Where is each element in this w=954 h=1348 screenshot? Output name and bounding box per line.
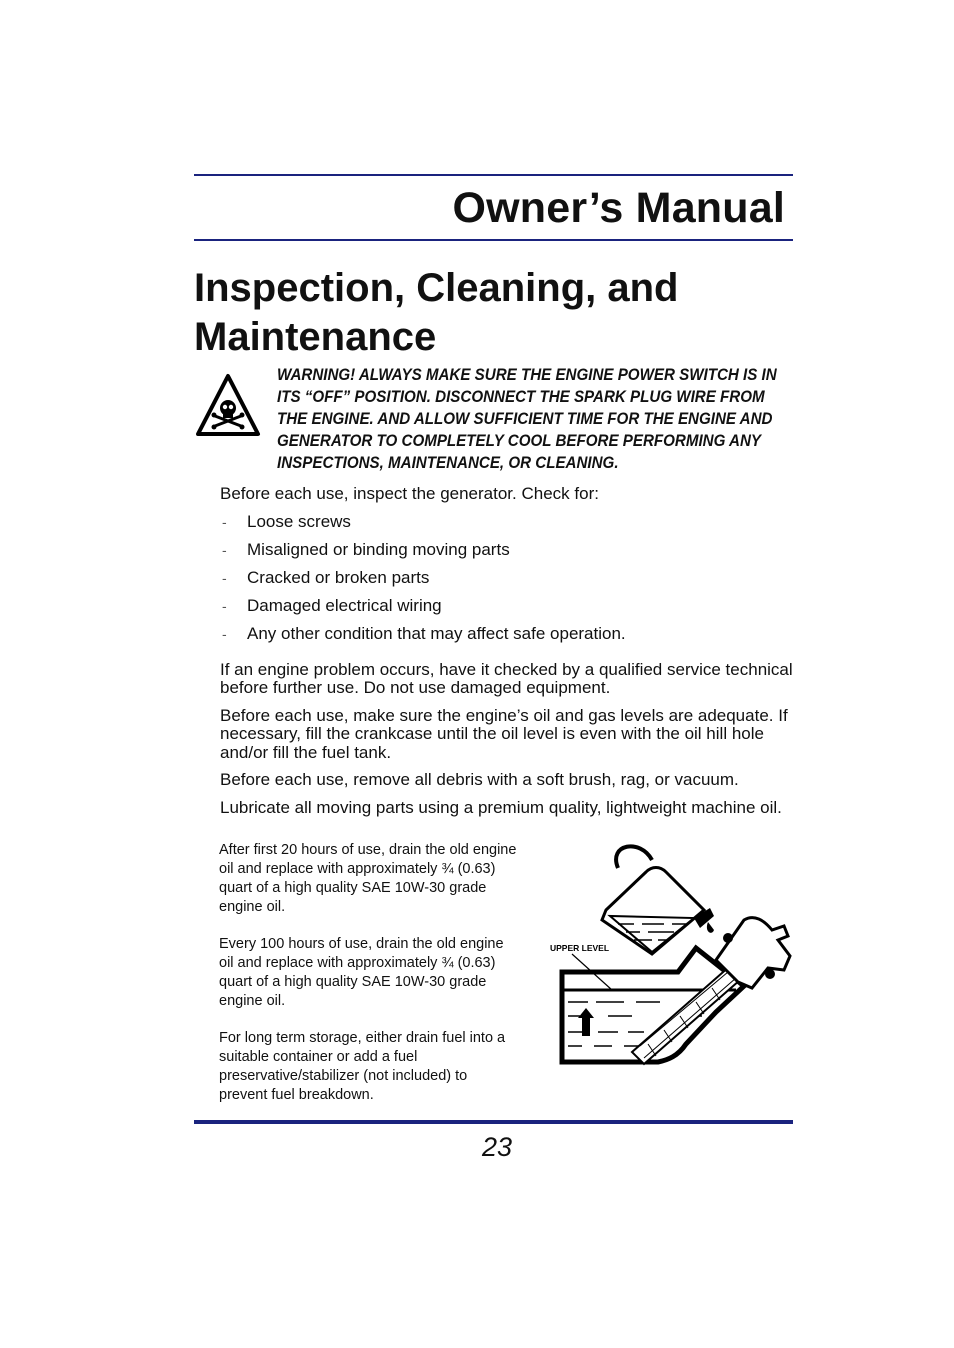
engine-problem-paragraph: If an engine problem occurs, have it checked by a qualified service technical before further use. Do not use damaged equipment. <box>220 659 793 697</box>
list-item: - Loose screws <box>220 512 800 540</box>
list-item: - Misaligned or binding moving parts <box>220 540 800 568</box>
header-rule-bottom <box>194 239 793 241</box>
inspection-checklist <box>220 512 800 652</box>
oil-gas-level-paragraph: Before each use, make sure the engine’s oil and gas levels are adequate. If necessary, fill the crankcase until the oil level is even with the oil hill hole and/or fill the fuel tank. <box>220 705 788 762</box>
oil-note: For long term storage, either drain fuel into a suitable container or add a fuel preservative/stabilizer (not included) to prevent fuel breakdown. <box>219 1030 506 1103</box>
oil-note: Every 100 hours of use, drain the old engine oil and replace with approximately ¾ (0.63) quart of a high quality SAE 10W-30 grade engine oil. <box>219 936 504 1009</box>
lubricate-paragraph: Lubricate all moving parts using a premium quality, lightweight machine oil. <box>220 797 782 817</box>
oil-note: After first 20 hours of use, drain the old engine oil and replace with approximately ¾ (0.63) quart of a high quality SAE 10W-30 grade engine oil. <box>219 842 517 915</box>
list-item: - Any other condition that may affect safe operation. <box>220 624 800 652</box>
footer-rule <box>194 1120 793 1124</box>
inspection-body <box>220 485 800 826</box>
oil-jug-icon <box>602 846 714 954</box>
header-rule-top <box>194 174 793 176</box>
list-item: - Damaged electrical wiring <box>220 596 800 624</box>
upper-level-label: UPPER LEVEL <box>550 943 610 953</box>
warning-text: WARNING! ALWAYS MAKE SURE THE ENGINE POWER SWITCH IS IN ITS “OFF” POSITION. DISCONNECT THE SPARK PLUG WIRE FROM THE ENGINE. AND ALLOW SUFFICIENT TIME FOR THE ENGINE AND GENERATOR TO COMPLETELY COOL BEFORE PERFORMING ANY INSPECTIONS, MAINTENANCE, OR CLEANING. <box>277 366 777 472</box>
list-item: - Cracked or broken parts <box>220 568 800 596</box>
inspection-intro: Before each use, inspect the generator. Check for: <box>220 484 599 503</box>
skull-crossbones-hazard-icon <box>195 373 261 437</box>
debris-paragraph: Before each use, remove all debris with a soft brush, rag, or vacuum. <box>220 770 739 789</box>
oil-fill-diagram <box>548 840 794 1096</box>
page-number: 23 <box>481 1132 513 1162</box>
crankcase-icon <box>562 918 790 1064</box>
section-title: Inspection, Cleaning, and Maintenance <box>194 266 679 359</box>
manual-title: Owner’s Manual <box>452 184 785 232</box>
oil-notes <box>219 841 519 1123</box>
